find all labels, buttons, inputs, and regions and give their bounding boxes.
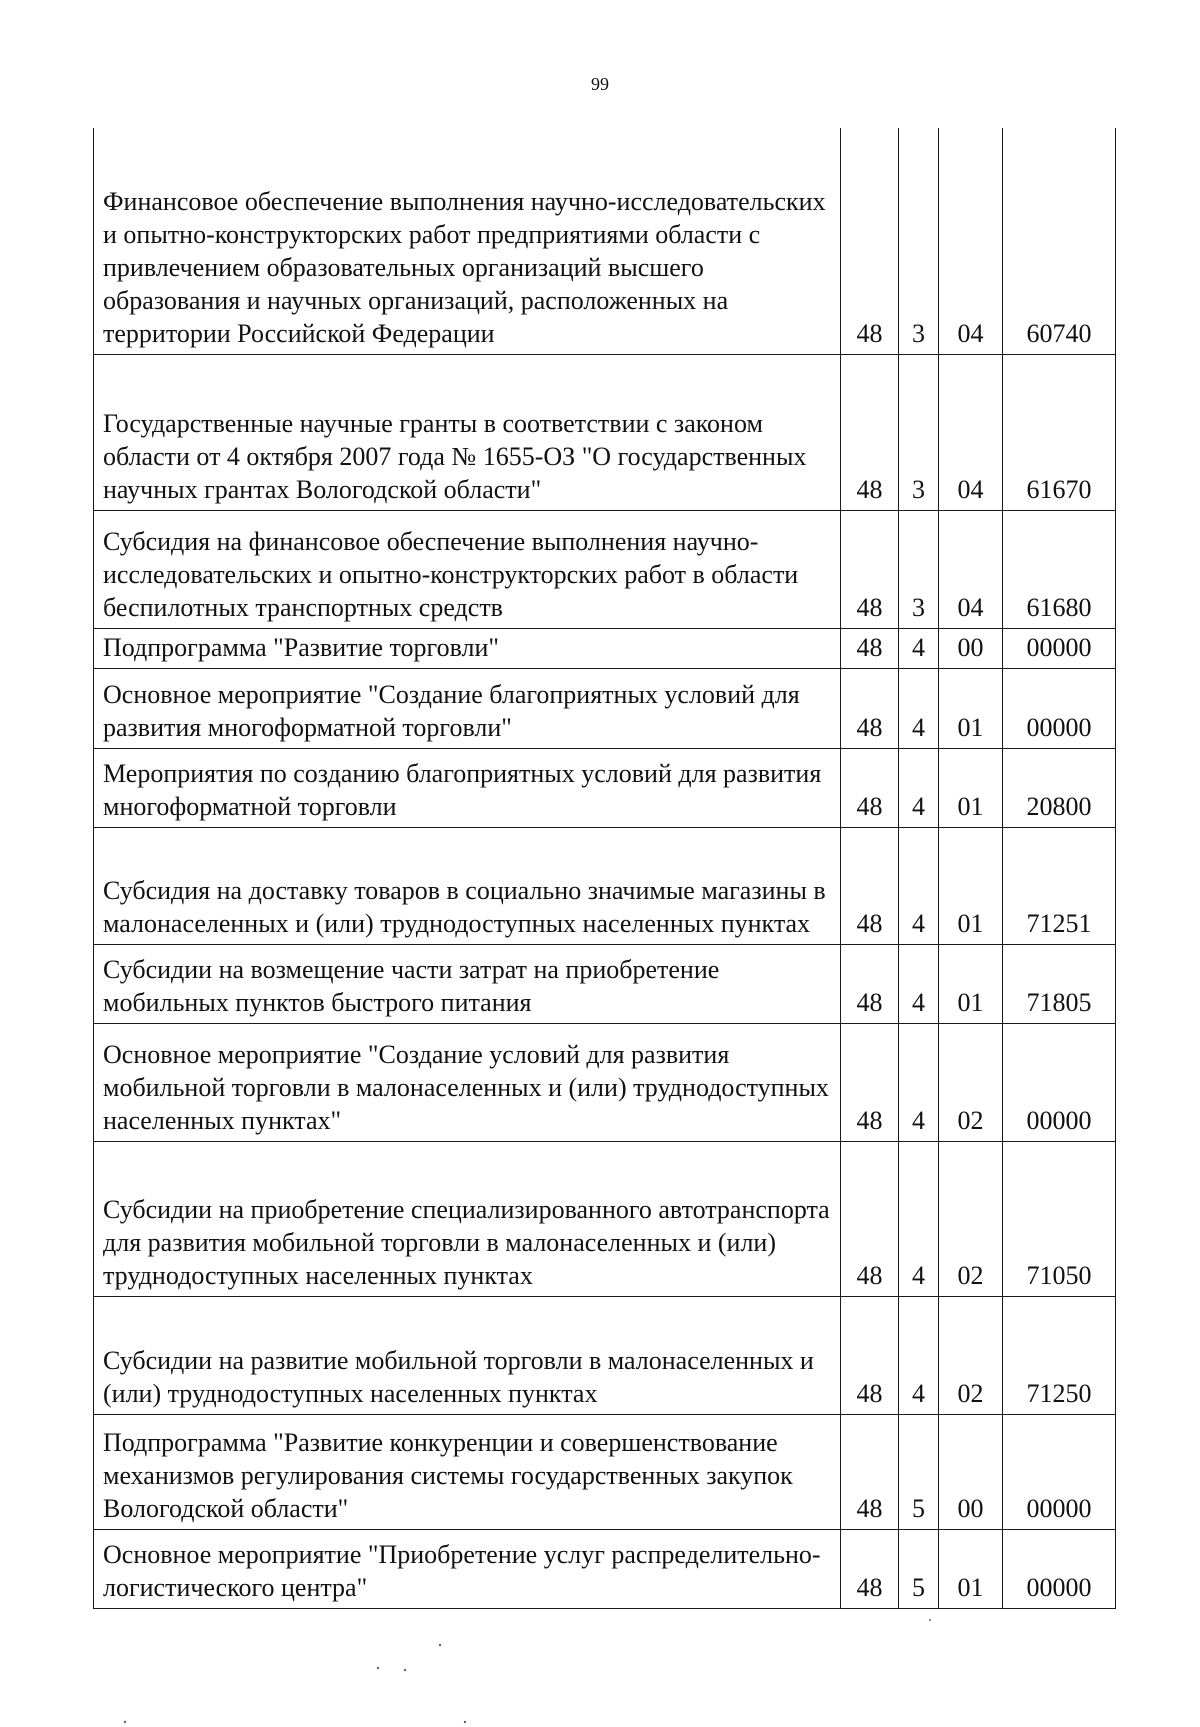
code-cell-2: 4 [899,944,939,1023]
code-cell-1: 48 [841,354,899,510]
code-cell-2: 4 [899,668,939,748]
code-cell-2: 4 [899,748,939,827]
scan-speck [124,1721,126,1723]
code-cell-4: 61670 [1003,354,1116,510]
code-cell-2: 4 [899,1023,939,1141]
code-cell-3: 00 [939,1414,1003,1529]
code-cell-2: 4 [899,1296,939,1414]
code-cell-3: 02 [939,1023,1003,1141]
code-cell-4: 71805 [1003,944,1116,1023]
code-cell-3: 00 [939,628,1003,668]
code-cell-3: 04 [939,128,1003,354]
code-cell-1: 48 [841,628,899,668]
code-cell-1: 48 [841,1141,899,1296]
code-cell-4: 71250 [1003,1296,1116,1414]
code-cell-2: 5 [899,1414,939,1529]
code-cell-2: 5 [899,1529,939,1608]
page-number: 99 [591,74,609,94]
code-cell-1: 48 [841,510,899,628]
row-name-cell: Субсидия на доставку товаров в социально значимые магазины в малонаселенных и (или) труднодоступных населенных пунктах [94,827,841,944]
code-cell-3: 02 [939,1141,1003,1296]
row-name-cell: Субсидии на развитие мобильной торговли в малонаселенных и (или) труднодоступных населенных пунктах [94,1296,841,1414]
code-cell-1: 48 [841,1023,899,1141]
row-name-cell: Субсидии на возмещение части затрат на приобретение мобильных пунктов быстрого питания [94,944,841,1023]
row-name-cell: Основное мероприятие "Создание условий для развития мобильной торговли в малонаселенных и (или) труднодоступных населенных пунктах" [94,1023,841,1141]
code-cell-2: 3 [899,354,939,510]
code-cell-1: 48 [841,668,899,748]
scan-speck [929,1619,931,1621]
code-cell-4: 71251 [1003,827,1116,944]
scan-speck [464,1721,466,1723]
code-cell-3: 01 [939,748,1003,827]
row-name-cell: Субсидия на финансовое обеспечение выполнения научно- исследовательских и опытно-конструкторских работ в области беспилотных транспортных средств [94,510,841,628]
code-cell-4: 00000 [1003,668,1116,748]
scan-speck [377,1667,379,1669]
code-cell-3: 01 [939,668,1003,748]
code-cell-3: 01 [939,827,1003,944]
code-cell-3: 01 [939,944,1003,1023]
code-cell-2: 3 [899,510,939,628]
scan-speck [439,1644,441,1646]
code-cell-4: 20800 [1003,748,1116,827]
code-cell-4: 00000 [1003,1414,1116,1529]
code-cell-1: 48 [841,748,899,827]
code-cell-4: 00000 [1003,1529,1116,1608]
row-name-cell: Основное мероприятие "Приобретение услуг распределительно-логистического центра" [94,1529,841,1608]
code-cell-1: 48 [841,1529,899,1608]
row-name-cell: Подпрограмма "Развитие конкуренции и совершенствование механизмов регулирования системы государственных закупок Вологодской области" [94,1414,841,1529]
code-cell-2: 4 [899,1141,939,1296]
row-name-cell: Финансовое обеспечение выполнения научно-исследовательских и опытно-конструкторских работ предприятиями области с привлечением образовательных организаций высшего образования и научных организаций, расположенных на территории Российской Федерации [94,128,841,354]
row-name-cell: Государственные научные гранты в соответствии с законом области от 4 октября 2007 года № 1655-ОЗ "О государственных научных грантах Вологодской области" [94,354,841,510]
code-cell-2: 4 [899,628,939,668]
code-cell-1: 48 [841,827,899,944]
code-cell-3: 04 [939,510,1003,628]
code-cell-1: 48 [841,1414,899,1529]
row-name-cell: Основное мероприятие "Создание благоприятных условий для развития многоформатной торговли" [94,668,841,748]
row-name-cell: Подпрограмма "Развитие торговли" [94,628,841,668]
code-cell-3: 04 [939,354,1003,510]
code-cell-4: 00000 [1003,1023,1116,1141]
scan-speck [404,1669,406,1671]
row-name-cell: Субсидии на приобретение специализированного автотранспорта для развития мобильной торговли в малонаселенных и (или) труднодоступных населенных пунктах [94,1141,841,1296]
code-cell-2: 3 [899,128,939,354]
code-cell-3: 01 [939,1529,1003,1608]
code-cell-1: 48 [841,944,899,1023]
code-cell-2: 4 [899,827,939,944]
code-cell-4: 71050 [1003,1141,1116,1296]
code-cell-4: 00000 [1003,628,1116,668]
row-name-cell: Мероприятия по созданию благоприятных условий для развития многоформатной торговли [94,748,841,827]
code-cell-1: 48 [841,128,899,354]
code-cell-1: 48 [841,1296,899,1414]
code-cell-4: 60740 [1003,128,1116,354]
code-cell-4: 61680 [1003,510,1116,628]
code-cell-3: 02 [939,1296,1003,1414]
